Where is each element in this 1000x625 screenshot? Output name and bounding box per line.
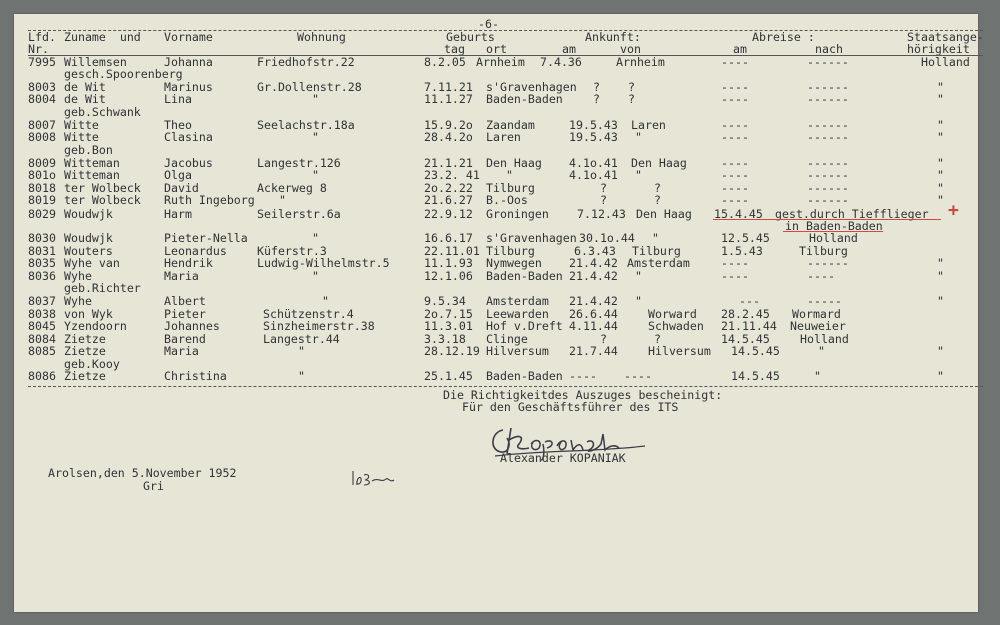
table-cell: Arnheim <box>616 55 665 69</box>
table-cell: 8004 <box>28 92 56 106</box>
table-cell: Wyhe van <box>64 256 120 270</box>
table-cell: Zietze <box>64 369 106 383</box>
table-cell: Wyhe <box>64 294 92 308</box>
table-cell: 8086 <box>28 369 56 383</box>
table-cell: David <box>164 181 199 195</box>
table-cell: de Wit <box>64 92 106 106</box>
column-header: am <box>733 42 747 56</box>
table-cell: 22.11.01 <box>424 244 480 258</box>
table-cell: 14.5.45 <box>731 369 780 383</box>
table-cell: Den Haag <box>636 207 692 221</box>
signer-name: Alexander KOPANIAK <box>500 451 626 465</box>
table-cell: ----- <box>807 294 842 308</box>
table-cell: " <box>298 369 305 383</box>
table-cell: ---- <box>807 269 835 283</box>
table-cell: ------ <box>807 256 849 270</box>
table-cell: 8007 <box>28 118 56 132</box>
table-cell: Neuweier <box>790 319 846 333</box>
table-cell: Friedhofstr.22 <box>257 55 355 69</box>
table-cell: Nymwegen <box>486 256 542 270</box>
table-cell: geb.Richter <box>64 281 141 295</box>
red-underline <box>713 219 941 220</box>
table-cell: 8038 <box>28 307 56 321</box>
table-cell: 28.2.45 <box>721 307 770 321</box>
table-cell: " <box>937 344 944 358</box>
table-cell: ---- <box>624 369 652 383</box>
table-cell: 23.2. 41 <box>424 168 480 182</box>
table-cell: 801o <box>28 168 56 182</box>
certification-line: Die Richtigkeitdes Auszuges bescheinigt: <box>443 388 723 402</box>
table-cell: ---- <box>721 118 749 132</box>
typist-initials: Gri <box>143 479 164 493</box>
table-cell: " <box>937 80 944 94</box>
table-cell: ------ <box>807 181 849 195</box>
table-cell: 11.3.01 <box>424 319 473 333</box>
column-header: Nr. <box>28 42 49 56</box>
table-cell: Witteman <box>64 156 120 170</box>
table-cell: " <box>652 231 659 245</box>
table-cell: " <box>635 130 642 144</box>
table-cell: Holland <box>809 231 858 245</box>
table-cell: ---- <box>721 256 749 270</box>
table-cell: 8019 <box>28 193 56 207</box>
column-header: nach <box>815 42 843 56</box>
table-cell: 14.5.45 <box>731 344 780 358</box>
handwritten-initials <box>350 467 395 489</box>
red-cross-mark: + <box>948 200 959 221</box>
table-cell: Baden-Baden <box>486 92 563 106</box>
table-bottom-rule <box>28 386 983 387</box>
table-cell: Baden-Baden <box>486 369 563 383</box>
table-cell: 21.11.44 <box>721 319 777 333</box>
table-cell: 1.5.43 <box>721 244 763 258</box>
table-cell: 30.1o.44 <box>579 231 635 245</box>
table-cell: " <box>312 168 319 182</box>
table-cell: Ackerweg 8 <box>257 181 327 195</box>
table-cell: gesch.Spoorenberg <box>64 67 183 81</box>
table-cell: B.-Oos <box>486 193 528 207</box>
table-cell: " <box>312 269 319 283</box>
table-cell: 8.2.05 <box>424 55 466 69</box>
table-cell: 21.4.42 <box>569 256 618 270</box>
table-cell: Hilversum <box>486 344 549 358</box>
table-cell: 15.4.45 <box>714 207 763 221</box>
table-cell: ---- <box>721 92 749 106</box>
table-cell: Zietze <box>64 344 106 358</box>
table-cell: Laren <box>486 130 521 144</box>
table-cell: " <box>818 344 825 358</box>
table-cell: ? <box>628 80 635 94</box>
table-cell: Laren <box>631 118 666 132</box>
table-cell: Zietze <box>64 332 106 346</box>
table-cell: Langestr.44 <box>263 332 340 346</box>
table-cell: 4.1o.41 <box>569 168 618 182</box>
table-cell: " <box>937 118 944 132</box>
table-cell: " <box>937 294 944 308</box>
table-cell: 8084 <box>28 332 56 346</box>
table-cell: ---- <box>721 55 749 69</box>
table-cell: Amsterdam <box>486 294 549 308</box>
table-cell: Barend <box>164 332 206 346</box>
column-header: Abreise : <box>752 30 815 44</box>
table-cell: ---- <box>721 80 749 94</box>
table-cell: " <box>814 369 821 383</box>
table-cell: 9.5.34 <box>424 294 466 308</box>
column-header: Wohnung <box>297 30 346 44</box>
table-cell: Groningen <box>486 207 549 221</box>
table-cell: ------ <box>807 92 849 106</box>
table-cell: 8029 <box>28 207 56 221</box>
table-cell: Wormard <box>792 307 841 321</box>
table-cell: 21.1.21 <box>424 156 473 170</box>
table-cell: Hendrik <box>164 256 213 270</box>
table-cell: Albert <box>164 294 206 308</box>
column-header: Lfd. <box>28 30 56 44</box>
column-header: von <box>620 42 641 56</box>
table-cell: Clinge <box>486 332 528 346</box>
table-cell: Pieter-Nella <box>164 231 248 245</box>
table-cell: " <box>635 269 642 283</box>
table-cell: 22.9.12 <box>424 207 473 221</box>
table-cell: 21.7.44 <box>569 344 618 358</box>
table-cell: Willemsen <box>64 55 127 69</box>
table-cell: " <box>937 130 944 144</box>
table-cell: ---- <box>721 181 749 195</box>
table-cell: 7.11.21 <box>424 80 473 94</box>
certification-line: Für den Geschäftsführer des ITS <box>462 400 679 414</box>
table-cell: ------ <box>807 55 849 69</box>
table-cell: ? <box>600 332 607 346</box>
table-cell: ? <box>593 80 600 94</box>
table-cell: Zaandam <box>486 118 535 132</box>
table-cell: 8085 <box>28 344 56 358</box>
table-cell: Wyhe <box>64 269 92 283</box>
table-cell: " <box>937 168 944 182</box>
place-and-date: Arolsen,den 5.November 1952 <box>48 466 237 480</box>
table-cell: 4.11.44 <box>569 319 618 333</box>
table-cell: Gr.Dollenstr.28 <box>257 80 362 94</box>
table-cell: Ruth Ingeborg <box>164 193 255 207</box>
table-cell: Tilburg <box>632 244 681 258</box>
table-cell: 21.6.27 <box>424 193 473 207</box>
table-cell: 7.4.36 <box>540 55 582 69</box>
table-cell: " <box>298 344 305 358</box>
table-cell: 26.6.44 <box>569 307 618 321</box>
table-cell: Lina <box>164 92 192 106</box>
table-cell: " <box>312 92 319 106</box>
table-cell: Witte <box>64 118 99 132</box>
table-cell: Arnheim <box>476 55 525 69</box>
table-cell: 19.5.43 <box>569 118 618 132</box>
table-cell: 8003 <box>28 80 56 94</box>
column-header: am <box>562 42 576 56</box>
table-cell: --- <box>739 294 760 308</box>
table-cell: Tilburg <box>486 244 535 258</box>
table-cell: Den Haag <box>486 156 542 170</box>
table-cell: de Wit <box>64 80 106 94</box>
table-cell: 21.4.42 <box>569 294 618 308</box>
table-cell: 7995 <box>28 55 56 69</box>
table-cell: geb.Bon <box>64 143 113 157</box>
table-cell: Ludwig-Wilhelmstr.5 <box>257 256 390 270</box>
table-cell: 6.3.43 <box>574 244 616 258</box>
table-cell: Schwaden <box>648 319 704 333</box>
table-cell: Worward <box>648 307 697 321</box>
table-cell: ? <box>654 181 661 195</box>
table-cell: " <box>322 294 329 308</box>
table-cell: 12.5.45 <box>721 231 770 245</box>
table-cell: ---- <box>569 369 597 383</box>
table-cell: ? <box>654 193 661 207</box>
table-cell: 8031 <box>28 244 56 258</box>
table-cell: Maria <box>164 344 199 358</box>
table-cell: ---- <box>721 269 749 283</box>
table-cell: Küferstr.3 <box>257 244 327 258</box>
table-cell: Woudwjk <box>64 231 113 245</box>
table-cell: ---- <box>721 130 749 144</box>
column-header: hörigkeit <box>907 42 970 56</box>
table-cell: ------ <box>807 156 849 170</box>
column-header: Zuname und <box>64 30 141 44</box>
table-cell: in Baden-Baden <box>785 219 883 233</box>
table-cell: 8045 <box>28 319 56 333</box>
table-cell: ------ <box>807 130 849 144</box>
table-cell: 16.6.17 <box>424 231 473 245</box>
table-cell: Woudwjk <box>64 207 113 221</box>
table-cell: gest.durch Tiefflieger <box>775 207 929 221</box>
page-number: -6- <box>478 17 499 31</box>
table-cell: Sinzheimerstr.38 <box>263 319 375 333</box>
table-cell: Langestr.126 <box>257 156 341 170</box>
table-cell: Theo <box>164 118 192 132</box>
table-cell: " <box>937 193 944 207</box>
table-cell: Pieter <box>164 307 206 321</box>
table-cell: ------ <box>807 118 849 132</box>
table-cell: 2o.2.22 <box>424 181 473 195</box>
table-cell: 11.1.93 <box>424 256 473 270</box>
table-cell: ------ <box>807 80 849 94</box>
table-cell: Leewarden <box>486 307 549 321</box>
red-underline <box>783 231 883 232</box>
table-cell: 11.1.27 <box>424 92 473 106</box>
table-cell: " <box>312 130 319 144</box>
table-cell: " <box>635 168 642 182</box>
table-cell: 3.3.18 <box>424 332 466 346</box>
table-cell: Olga <box>164 168 192 182</box>
table-cell: ---- <box>721 168 749 182</box>
table-cell: 14.5.45 <box>721 332 770 346</box>
table-cell: Maria <box>164 269 199 283</box>
table-cell: " <box>937 156 944 170</box>
table-cell: " <box>635 294 642 308</box>
table-cell: Hilversum <box>648 344 711 358</box>
table-cell: Harm <box>164 207 192 221</box>
table-cell: Tilburg <box>486 181 535 195</box>
table-cell: ? <box>593 92 600 106</box>
table-cell: ter Wolbeck <box>64 193 141 207</box>
table-cell: geb.Schwank <box>64 105 141 119</box>
table-cell: Seilerstr.6a <box>257 207 341 221</box>
table-cell: 8037 <box>28 294 56 308</box>
column-header: Geburts <box>446 30 495 44</box>
table-cell: Den Haag <box>631 156 687 170</box>
table-cell: 8036 <box>28 269 56 283</box>
table-cell: 8008 <box>28 130 56 144</box>
table-cell: " <box>312 231 319 245</box>
table-cell: geb.Kooy <box>64 357 120 371</box>
table-cell: Jacobus <box>164 156 213 170</box>
table-cell: ? <box>600 181 607 195</box>
table-cell: " <box>937 269 944 283</box>
table-cell: " <box>506 168 513 182</box>
table-cell: 15.9.2o <box>424 118 473 132</box>
table-cell: 7.12.43 <box>577 207 626 221</box>
table-cell: ? <box>628 92 635 106</box>
column-header: Ankunft: <box>585 30 641 44</box>
table-cell: 8018 <box>28 181 56 195</box>
table-cell: Wouters <box>64 244 113 258</box>
table-cell: ---- <box>721 193 749 207</box>
table-cell: " <box>937 181 944 195</box>
table-cell: 28.4.2o <box>424 130 473 144</box>
table-cell: " <box>937 92 944 106</box>
table-cell: ? <box>600 193 607 207</box>
table-cell: 25.1.45 <box>424 369 473 383</box>
table-cell: Witte <box>64 130 99 144</box>
table-cell: s'Gravenhagen <box>486 231 577 245</box>
table-cell: Amsterdam <box>627 256 690 270</box>
table-cell: ------ <box>807 193 849 207</box>
table-cell: Holland <box>800 332 849 346</box>
column-header: Vorname <box>164 30 213 44</box>
column-header: tag <box>444 42 465 56</box>
table-cell: 8009 <box>28 156 56 170</box>
table-cell: Schützenstr.4 <box>263 307 354 321</box>
table-cell: Tilburg <box>799 244 848 258</box>
table-cell: " <box>937 256 944 270</box>
table-cell: Johanna <box>164 55 213 69</box>
table-cell: Leonardus <box>164 244 227 258</box>
table-cell: ter Wolbeck <box>64 181 141 195</box>
table-cell: 4.1o.41 <box>569 156 618 170</box>
table-cell: von Wyk <box>64 307 113 321</box>
table-cell: 28.12.19 <box>424 344 480 358</box>
table-cell: Christina <box>164 369 227 383</box>
handwritten-signature <box>485 420 655 465</box>
table-cell: 12.1.06 <box>424 269 473 283</box>
table-cell: s'Gravenhagen <box>486 80 577 94</box>
table-cell: Seelachstr.18a <box>257 118 355 132</box>
table-cell: Baden-Baden <box>486 269 563 283</box>
table-cell: Marinus <box>164 80 213 94</box>
table-cell: 19.5.43 <box>569 130 618 144</box>
table-cell: Witteman <box>64 168 120 182</box>
table-cell: Yzendoorn <box>64 319 127 333</box>
column-header: Staatsange- <box>907 30 984 44</box>
table-cell: Holland <box>921 55 970 69</box>
table-cell: 8035 <box>28 256 56 270</box>
table-cell: ? <box>654 332 661 346</box>
table-cell: ------ <box>807 168 849 182</box>
table-cell: " <box>279 193 286 207</box>
table-cell: Johannes <box>164 319 220 333</box>
table-cell: 2o.7.15 <box>424 307 473 321</box>
table-cell: ---- <box>721 156 749 170</box>
table-cell: 21.4.42 <box>569 269 618 283</box>
column-header: ort <box>486 42 507 56</box>
table-cell: " <box>937 369 944 383</box>
table-cell: Clasina <box>164 130 213 144</box>
table-cell: Hof v.Dreft <box>486 319 563 333</box>
table-cell: 8030 <box>28 231 56 245</box>
